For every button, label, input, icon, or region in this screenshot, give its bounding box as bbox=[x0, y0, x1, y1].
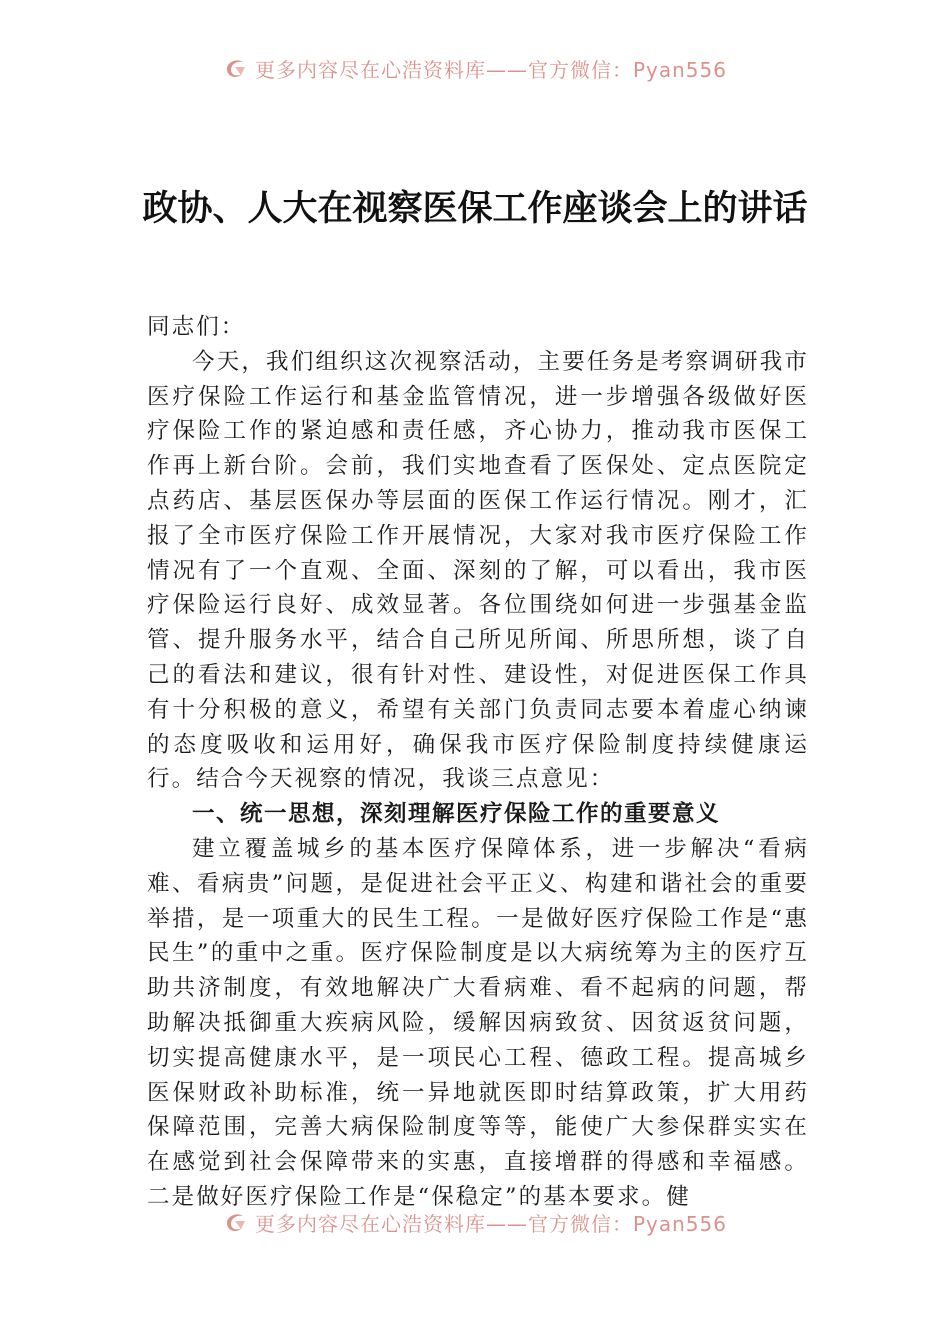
paragraph-section-one: 建立覆盖城乡的基本医疗保障体系，进一步解决“看病难、看病贵”问题，是促进社会平正义、构建和谐社会的重要举措，是一项重大的民生工程。一是做好医疗保险工作是“惠民生”的重中之重。医疗保险制度是以大病统筹为主的医疗互助共济制度，有效地解决广大看病难、看不起病的问题，帮助解决抵御重大疾病风险，缓解因病致贫、因贫返贫问题，切实提高健康水平，是一项民心工程、德政工程。提高城乡医保财政补助标准，统一异地就医即时结算政策，扩大用药保障范围，完善大病保险制度等等，能使广大参保群实实在在感觉到社会保障带来的实惠，直接增群的得感和幸福感。二是做好医疗保险工作是“保稳定”的基本要求。健 bbox=[147, 835, 809, 1210]
section-heading: 一、统一思想，深刻理解医疗保险工作的重要意义 bbox=[192, 801, 721, 828]
watermark-footer bbox=[0, 1206, 950, 1238]
paragraph-intro: 今天，我们组织这次视察活动，主要任务是考察调研我市医疗保险工作运行和基金监管情况，进一步增强各级做好医疗保险工作的紧迫感和责任感，齐心协力，推动我市医保工作再上新台阶。会前，我们实地查看了医保处、定点医院定点药店、基层医保办等层面的医保工作运行情况。刚才，汇报了全市医疗保险工作开展情况，大家对我市医疗保险工作情况有了一个直观、全面、深刻的了解，可以看出，我市医疗保险运行良好、成效显著。各位围绕如何进一步强基金监管、提升服务水平，结合自己所见所闻、所思所想，谈了自己的看法和建议，很有针对性、建设性，对促进医保工作具有十分积极的意义，希望有关部门负责同志要本着虚心纳谏的态度吸收和运用好，确保我市医疗保险制度持续健康运行。结合今天视察的情况，我谈三点意见： bbox=[147, 348, 809, 793]
watermark-text: 更多内容尽在心浩资料库——官方微信：Pyan556 bbox=[254, 57, 727, 82]
document-body bbox=[147, 310, 809, 1215]
watermark-text: 更多内容尽在心浩资料库——官方微信：Pyan556 bbox=[254, 1211, 727, 1236]
logo-icon bbox=[223, 55, 249, 81]
watermark-header bbox=[0, 52, 950, 84]
salutation: 同志们： bbox=[147, 314, 246, 340]
logo-icon bbox=[223, 1209, 249, 1235]
page-title: 政协、人大在视察医保工作座谈会上的讲话 bbox=[142, 188, 808, 229]
